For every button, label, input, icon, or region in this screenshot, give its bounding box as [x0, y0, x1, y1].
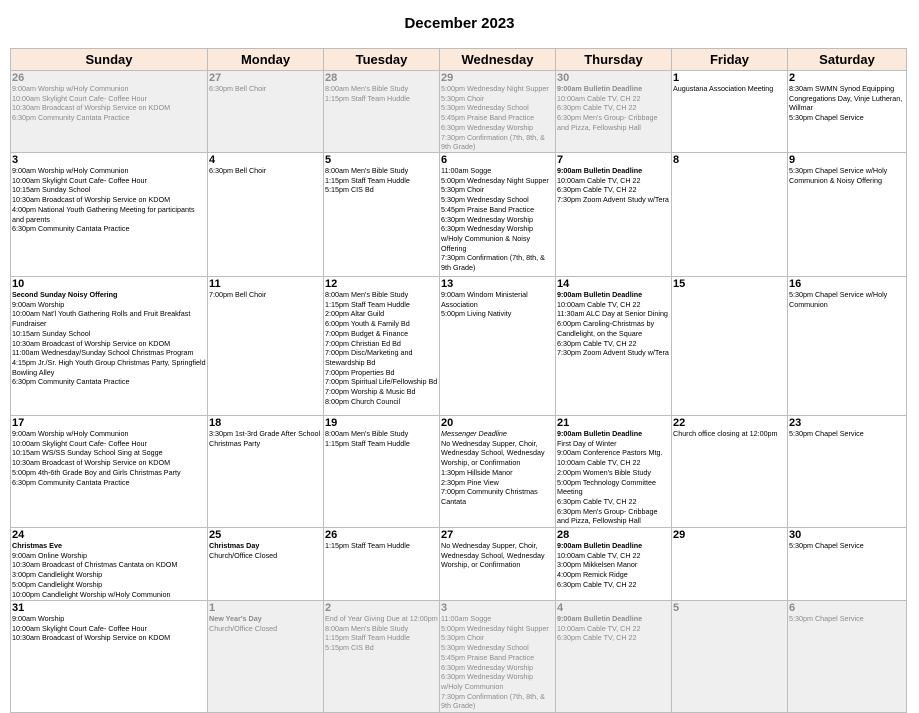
calendar-event[interactable]: 10:15am Sunday School [12, 185, 91, 195]
week-row [11, 277, 907, 416]
day-number: 5 [325, 154, 332, 166]
calendar-event[interactable]: 5:00pm Technology Committee Meeting [557, 477, 656, 497]
day-number: 14 [557, 278, 570, 290]
calendar-event[interactable]: 11:00am Wednesday/Sunday School Christmas Program [12, 348, 194, 358]
calendar-event[interactable]: 5:30pm Wednesday School [441, 643, 529, 653]
day-cell[interactable] [672, 71, 788, 153]
day-number: 5 [673, 602, 680, 614]
calendar-body [11, 71, 907, 713]
calendar-event[interactable]: 5:30pm Chapel Service w/Holy Communion & Noisy Offering [789, 166, 888, 185]
calendar-event[interactable]: 5:00pm Wednesday Night Supper [441, 623, 549, 633]
day-cell[interactable] [324, 71, 440, 153]
calendar-event[interactable]: 10:00am Cable TV, CH 22 [557, 93, 641, 103]
calendar-event[interactable]: 6:30pm Wednesday Worship [441, 662, 534, 672]
day-cell[interactable] [788, 277, 907, 416]
calendar-event[interactable]: 10:30am Broadcast of Christmas Cantata on KDOM [12, 560, 178, 570]
calendar-event[interactable]: 9:00am Bulletin Deadline [557, 614, 643, 623]
calendar-event[interactable]: 11:00am Sogge [441, 614, 492, 623]
calendar-event[interactable]: 4:15pm Jr./Sr. High Youth Group Christmas Party, Springfield Bowling Alley [12, 357, 206, 377]
day-cell[interactable] [788, 416, 907, 528]
day-cell[interactable] [208, 416, 324, 528]
day-number: 10 [12, 278, 25, 290]
calendar-event[interactable]: 5:30pm Chapel Service [789, 614, 864, 623]
day-number: 30 [557, 72, 570, 84]
calendar-event[interactable]: 5:30pm Choir [441, 93, 485, 103]
day-number: 26 [325, 529, 338, 541]
day-number: 25 [209, 529, 222, 541]
calendar-event[interactable]: 10:15am WS/SS Sunday School Sing at Sogge [12, 448, 163, 458]
day-number: 9 [789, 154, 796, 166]
calendar-event[interactable]: 6:30pm Cable TV, CH 22 [557, 579, 637, 589]
calendar-event[interactable]: 10:00am Cable TV, CH 22 [557, 623, 641, 633]
week-row [11, 601, 907, 713]
calendar-event[interactable]: 6:30pm Cable TV, CH 22 [557, 185, 637, 195]
calendar-event[interactable]: 6:30pm Wednesday Worship w/Holy Communion [441, 672, 534, 691]
day-cell[interactable] [440, 528, 556, 601]
day-cell[interactable] [556, 416, 672, 528]
day-number: 27 [441, 529, 454, 541]
day-cell[interactable] [672, 416, 788, 528]
calendar-event[interactable]: 10:30am Broadcast of Worship Service on KDOM [12, 633, 171, 643]
day-cell[interactable] [440, 153, 556, 277]
calendar-event[interactable]: 10:00am Cable TV, CH 22 [557, 550, 641, 560]
calendar-event[interactable]: 9:00am Worship w/Holy Communion [12, 166, 129, 175]
calendar-event[interactable]: 10:00am Skylight Court Cafe- Coffee Hour [12, 175, 147, 185]
weekday-header: Sunday [11, 49, 208, 71]
calendar-event[interactable]: Christmas Eve [12, 541, 62, 550]
day-cell[interactable] [11, 277, 208, 416]
calendar-event[interactable]: 5:00pm 4th-6th Grade Boy and Girls Christmas Party [12, 467, 181, 477]
calendar-event[interactable]: 9:00am Bulletin Deadline [557, 290, 643, 299]
calendar-event[interactable]: Second Sunday Noisy Offering [12, 290, 118, 299]
calendar-event[interactable]: 11:30am ALC Day at Senior Dining [557, 309, 668, 319]
calendar-event[interactable]: 8:00am Men's Bible Study [325, 429, 409, 438]
calendar-event[interactable]: 10:30am Broadcast of Worship Service on KDOM [12, 195, 171, 205]
day-number: 4 [209, 154, 216, 166]
calendar-event[interactable]: No Wednesday Supper, Choir, Wednesday School, Wednesday Worship, or Confirmation [441, 438, 545, 468]
calendar-event[interactable]: 1:15pm Staff Team Huddle [325, 175, 410, 185]
calendar-event[interactable]: 3:00pm Mikkelsen Manor [557, 560, 638, 570]
calendar-event[interactable]: 9:00am Bulletin Deadline [557, 429, 643, 438]
calendar-event[interactable]: 9:00am Windom Ministerial Association [441, 290, 528, 309]
calendar-event[interactable]: 8:00am Men's Bible Study [325, 623, 409, 633]
calendar-event[interactable]: Christmas Day [209, 541, 260, 550]
calendar-event[interactable]: 7:00pm Worship & Music Bd [325, 387, 416, 397]
calendar-event[interactable]: 6:30pm Cable TV, CH 22 [557, 496, 637, 506]
calendar-event[interactable]: 6:00pm Caroling-Christmas by Candlelight, on the Square [557, 319, 655, 338]
day-cell[interactable] [208, 601, 324, 713]
weekday-header-row [11, 49, 907, 71]
calendar-event[interactable]: 10:30am Broadcast of Worship Service on KDOM [12, 338, 171, 348]
calendar-event[interactable]: 9:00am Worship [12, 299, 65, 309]
calendar-event[interactable]: 7:30pm Confirmation (7th, 8th, & 9th Grade) [441, 253, 545, 273]
calendar-event[interactable]: 6:30pm Community Cantata Practice [12, 113, 130, 123]
calendar-event[interactable]: 9:00am Worship w/Holy Communion [12, 84, 129, 93]
calendar-event[interactable]: 1:15pm Staff Team Huddle [325, 633, 410, 643]
day-cell[interactable] [440, 416, 556, 528]
calendar-event[interactable]: 9:00am Conference Pastors Mtg. [557, 448, 663, 458]
weekday-header: Wednesday [440, 49, 556, 71]
calendar-event[interactable]: 7:00pm Bell Choir [209, 290, 267, 299]
calendar-event[interactable]: 5:00pm Wednesday Night Supper [441, 175, 549, 185]
day-number: 11 [209, 278, 221, 290]
weekday-header: Tuesday [324, 49, 440, 71]
day-cell[interactable] [788, 153, 907, 277]
calendar-event[interactable]: 5:30pm Chapel Service w/Holy Communion [789, 290, 888, 309]
calendar-event[interactable]: 6:30pm Cable TV, CH 22 [557, 103, 637, 113]
calendar-event[interactable]: 10:00am Skylight Court Cafe- Coffee Hour [12, 623, 147, 633]
day-cell[interactable] [208, 528, 324, 601]
day-number: 27 [209, 72, 222, 84]
day-number: 30 [789, 529, 802, 541]
calendar-event[interactable]: 6:30pm Men's Group- Cribbage and Pizza, Fellowship Hall [557, 506, 658, 526]
day-number: 2 [325, 602, 332, 614]
day-number: 29 [441, 72, 454, 84]
calendar-event[interactable]: 8:00am Men's Bible Study [325, 84, 409, 93]
calendar-event[interactable]: 9:00am Bulletin Deadline [557, 166, 643, 175]
day-number: 18 [209, 417, 222, 429]
calendar-event[interactable]: 5:45pm Praise Band Practice [441, 204, 535, 214]
calendar-event[interactable]: 9:00am Bulletin Deadline [557, 541, 643, 550]
calendar-event[interactable]: 5:30pm Wednesday School [441, 103, 529, 113]
day-cell[interactable] [788, 71, 907, 153]
calendar-event[interactable]: 6:30pm Men's Group- Cribbage and Pizza, Fellowship Hall [557, 113, 658, 132]
day-number: 28 [557, 529, 570, 541]
calendar-event[interactable]: Church/Office Closed [209, 623, 278, 633]
weekday-header: Friday [672, 49, 788, 71]
calendar-event[interactable]: End of Year Giving Due at 12:00pm [325, 614, 438, 623]
calendar-event[interactable]: 1:15pm Staff Team Huddle [325, 541, 410, 550]
calendar-event[interactable]: 10:00am Cable TV, CH 22 [557, 175, 641, 185]
calendar-event[interactable]: 6:30pm Community Cantata Practice [12, 224, 130, 234]
day-number: 1 [209, 602, 216, 614]
day-cell[interactable] [11, 601, 208, 713]
calendar-event[interactable]: 8:30am SWMN Synod Equipping Congregations Day, Vinje Lutheran, Willmar [789, 84, 903, 113]
calendar-event[interactable]: 7:00pm Community Christmas Cantata [441, 487, 538, 506]
calendar-grid [10, 48, 907, 713]
calendar-event[interactable]: 7:30pm Confirmation (7th, 8th, & 9th Grade) [441, 691, 545, 711]
day-cell[interactable] [11, 528, 208, 601]
day-cell[interactable] [788, 601, 907, 713]
calendar-event[interactable]: 7:00pm Spiritual Life/Fellowship Bd [325, 377, 438, 387]
calendar-event[interactable]: 6:30pm Community Cantata Practice [12, 377, 130, 387]
calendar-event[interactable]: 10:00am Cable TV, CH 22 [557, 299, 641, 309]
day-cell[interactable] [440, 601, 556, 713]
calendar-event[interactable]: 1:15pm Staff Team Huddle [325, 93, 410, 103]
calendar-event[interactable]: 10:00am Skylight Court Cafe- Coffee Hour [12, 93, 147, 103]
day-cell[interactable] [672, 601, 788, 713]
weekday-header: Thursday [556, 49, 672, 71]
day-cell[interactable] [788, 528, 907, 601]
calendar-event[interactable]: 9:00am Worship [12, 614, 65, 623]
calendar-event[interactable]: 5:45pm Praise Band Practice [441, 652, 535, 662]
day-number: 8 [673, 154, 680, 166]
day-number: 26 [12, 72, 25, 84]
day-number: 16 [789, 278, 802, 290]
day-cell[interactable] [556, 277, 672, 416]
day-number: 17 [12, 417, 25, 429]
calendar-event[interactable]: 7:30pm Confirmation (7th, 8th, & 9th Grade) [441, 132, 545, 152]
day-number: 15 [673, 278, 686, 290]
calendar-event[interactable]: 10:00am Skylight Court Cafe- Coffee Hour [12, 438, 147, 448]
calendar-event[interactable]: No Wednesday Supper, Choir, Wednesday School, Wednesday Worship, or Confirmation [441, 541, 545, 570]
day-number: 21 [557, 417, 570, 429]
day-cell[interactable] [208, 153, 324, 277]
day-number: 12 [325, 278, 338, 290]
day-number: 6 [789, 602, 796, 614]
calendar-event[interactable]: 10:00am Cable TV, CH 22 [557, 458, 641, 468]
calendar-event[interactable]: 2:00pm Women's Bible Study [557, 467, 651, 477]
calendar-event[interactable]: 5:00pm Living Nativity [441, 309, 512, 319]
page-title: December 2023 [404, 15, 515, 32]
calendar-event[interactable]: 10:30am Broadcast of Worship Service on KDOM [12, 103, 171, 113]
day-number: 19 [325, 417, 338, 429]
calendar-event[interactable]: New Year's Day [209, 614, 262, 623]
day-cell[interactable] [11, 416, 208, 528]
calendar-event[interactable]: 5:15pm CIS Bd [325, 643, 374, 653]
calendar-event[interactable]: 3:30pm 1st-3rd Grade After School Christmas Party [209, 429, 321, 448]
day-number: 7 [557, 154, 564, 166]
calendar-event[interactable]: Augustana Association Meeting [673, 84, 774, 93]
calendar-event[interactable]: 6:30pm Cable TV, CH 22 [557, 338, 637, 348]
calendar-event[interactable]: 8:00am Men's Bible Study [325, 166, 409, 175]
calendar-event[interactable]: 6:30pm Community Cantata Practice [12, 477, 130, 487]
day-number: 2 [789, 72, 796, 84]
calendar-event[interactable]: 5:30pm Chapel Service [789, 541, 864, 550]
calendar-event[interactable]: 7:30pm Zoom Advent Study w/Tera [557, 195, 669, 205]
calendar-event[interactable]: 5:30pm Chapel Service [789, 429, 864, 438]
calendar-event[interactable]: 9:00am Online Worship [12, 550, 87, 560]
week-row [11, 416, 907, 528]
calendar-event[interactable]: 7:00pm Christian Ed Bd [325, 338, 401, 348]
day-cell[interactable] [556, 528, 672, 601]
calendar-event[interactable]: 6:30pm Bell Choir [209, 166, 267, 175]
calendar-event[interactable]: 7:00pm Properties Bd [325, 367, 395, 377]
day-cell[interactable] [556, 71, 672, 153]
day-cell[interactable] [672, 153, 788, 277]
calendar-event[interactable]: 1:15pm Staff Team Huddle [325, 438, 410, 448]
calendar-event[interactable]: 10:00pm Candlelight Worship w/Holy Communion [12, 589, 171, 599]
calendar-event[interactable]: 5:30pm Wednesday School [441, 195, 529, 205]
calendar-event[interactable]: 4:00pm Remick Ridge [557, 570, 628, 580]
week-row [11, 153, 907, 277]
calendar-event[interactable]: 4:00pm National Youth Gathering Meeting for participants and parents [12, 204, 195, 224]
day-number: 4 [557, 602, 564, 614]
day-cell[interactable] [324, 153, 440, 277]
day-cell[interactable] [324, 601, 440, 713]
calendar-event[interactable]: Church/Office Closed [209, 550, 278, 560]
calendar-event[interactable]: 7:00pm Budget & Finance [325, 328, 409, 338]
day-number: 23 [789, 417, 802, 429]
calendar-event[interactable]: Messenger Deadline [441, 429, 507, 438]
calendar-event[interactable]: 5:00pm Candlelight Worship [12, 579, 103, 589]
calendar-event[interactable]: 8:00pm Church Council [325, 396, 401, 406]
day-cell[interactable] [672, 277, 788, 416]
calendar-event[interactable]: 6:30pm Cable TV, CH 22 [557, 633, 637, 643]
calendar-event[interactable]: 10:15am Sunday School [12, 328, 91, 338]
calendar-event[interactable]: 2:00pm Altar Guild [325, 309, 385, 319]
day-number: 3 [12, 154, 19, 166]
day-number: 24 [12, 529, 25, 541]
calendar-event[interactable]: Church office closing at 12:00pm [673, 429, 778, 438]
day-cell[interactable] [556, 601, 672, 713]
weekday-header: Monday [208, 49, 324, 71]
day-number: 1 [673, 72, 680, 84]
calendar-event[interactable]: 3:00pm Candlelight Worship [12, 570, 103, 580]
day-number: 31 [12, 602, 25, 614]
day-cell[interactable] [440, 71, 556, 153]
calendar-event[interactable]: 10:30am Broadcast of Worship Service on KDOM [12, 458, 171, 468]
day-cell[interactable] [208, 71, 324, 153]
calendar-event[interactable]: 8:00am Men's Bible Study [325, 290, 409, 299]
day-cell[interactable] [672, 528, 788, 601]
calendar-event[interactable]: 7:00pm Disc/Marketing and Stewardship Bd [325, 348, 413, 367]
calendar-event[interactable]: 1:30pm Hillside Manor [441, 467, 513, 477]
calendar-event[interactable]: 5:30pm Choir [441, 185, 485, 195]
weekday-header: Saturday [788, 49, 907, 71]
calendar-event[interactable]: 10:00am Nat'l Youth Gathering Rolls and Fruit Breakfast Fundraiser [12, 309, 191, 329]
day-cell[interactable] [208, 277, 324, 416]
calendar-event[interactable]: 2:30pm Pine View [441, 477, 499, 487]
day-cell[interactable] [11, 71, 208, 153]
calendar-event[interactable]: 6:30pm Bell Choir [209, 84, 267, 93]
calendar-event[interactable]: 6:00pm Youth & Family Bd [325, 319, 410, 329]
day-number: 6 [441, 154, 448, 166]
calendar-event[interactable]: 6:30pm Wednesday Worship [441, 122, 534, 132]
week-row [11, 71, 907, 153]
calendar-event[interactable]: 11:00am Sogge [441, 166, 492, 175]
calendar-event[interactable]: 7:30pm Zoom Advent Study w/Tera [557, 348, 669, 358]
day-number: 3 [441, 602, 448, 614]
calendar-event[interactable]: 9:00am Worship w/Holy Communion [12, 429, 129, 438]
day-number: 20 [441, 417, 454, 429]
calendar-event[interactable]: First Day of Winter [557, 438, 617, 448]
day-number: 28 [325, 72, 338, 84]
day-cell[interactable] [324, 528, 440, 601]
calendar-event[interactable]: 5:30pm Choir [441, 633, 485, 643]
calendar-event[interactable]: 9:00am Bulletin Deadline [557, 84, 643, 93]
calendar-event[interactable]: 5:45pm Praise Band Practice [441, 113, 535, 123]
day-cell[interactable] [324, 416, 440, 528]
calendar-event[interactable]: 5:00pm Wednesday Night Supper [441, 84, 549, 93]
day-cell[interactable] [11, 153, 208, 277]
calendar-event[interactable]: 6:30pm Wednesday Worship [441, 214, 534, 224]
day-cell[interactable] [556, 153, 672, 277]
day-cell[interactable] [324, 277, 440, 416]
day-cell[interactable] [440, 277, 556, 416]
week-row [11, 528, 907, 601]
day-number: 13 [441, 278, 454, 290]
calendar-event[interactable]: 5:30pm Chapel Service [789, 113, 864, 123]
day-number: 22 [673, 417, 686, 429]
day-number: 29 [673, 529, 686, 541]
calendar-event[interactable]: 6:30pm Wednesday Worship w/Holy Communion & Noisy Offering [441, 224, 534, 253]
calendar-event[interactable]: 1:15pm Staff Team Huddle [325, 299, 410, 309]
calendar-event[interactable]: 5:15pm CIS Bd [325, 185, 374, 195]
